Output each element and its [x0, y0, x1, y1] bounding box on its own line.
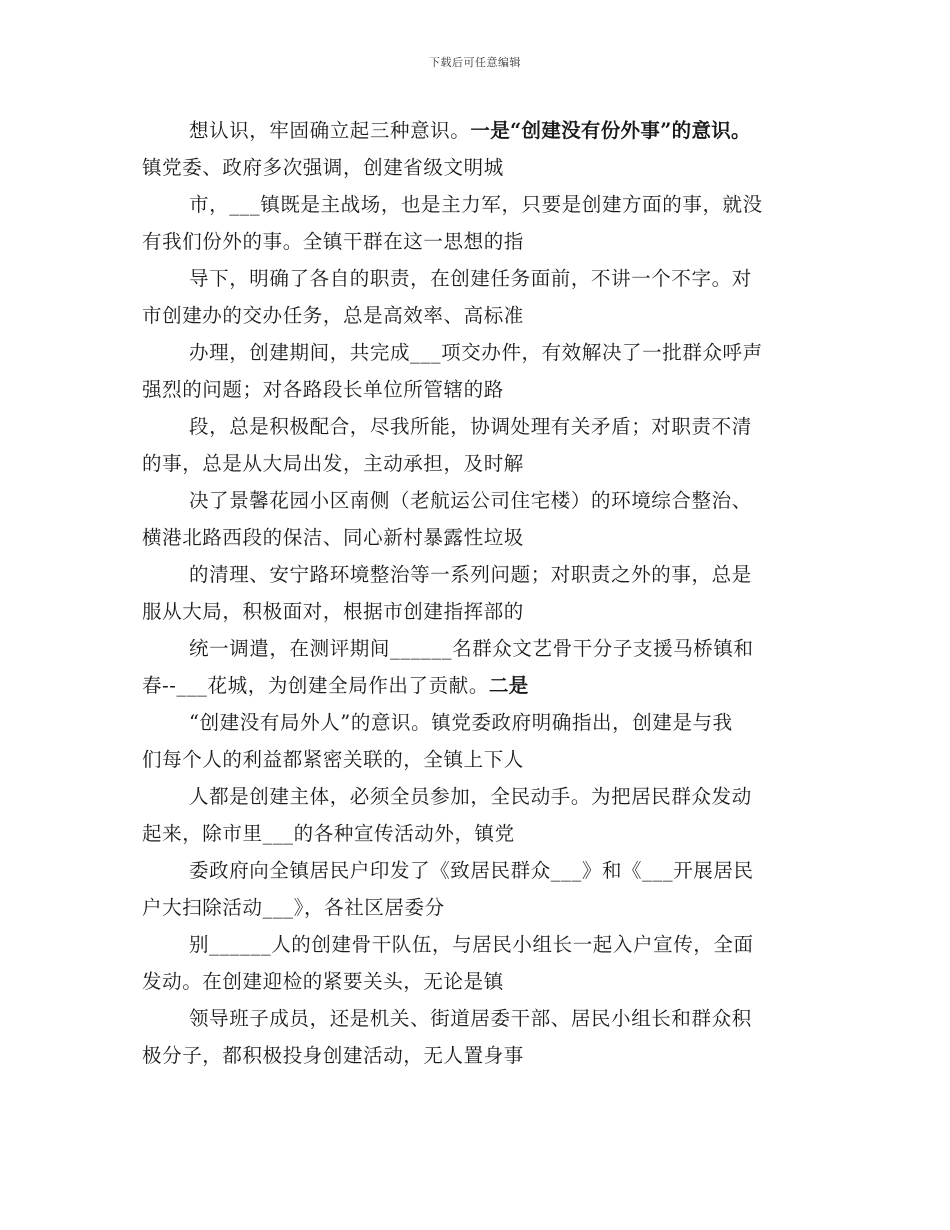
- body-line: [142, 445, 822, 482]
- line-text: 段，总是积极配合，尽我所能，协调处理有关矛盾；对职责不清: [189, 415, 752, 438]
- line-text: 们每个人的利益都紧密关联的，全镇上下人: [142, 748, 524, 771]
- line-text: 市，___镇既是主战场，也是主力军，只要是创建方面的事，就没: [189, 193, 763, 216]
- line-text: 强烈的问题；对各路段长单位所管辖的路: [142, 378, 504, 401]
- line-text: 导下，明确了各自的职责，在创建任务面前，不讲一个不字。对: [189, 267, 752, 290]
- line-text: 领导班子成员，还是机关、街道居委干部、居民小组长和群众积: [189, 1007, 752, 1030]
- body-line: [142, 593, 822, 630]
- line-text: 起来，除市里___的各种宣传活动外，镇党: [142, 822, 515, 845]
- body-line: [142, 667, 822, 704]
- line-text: 户大扫除活动___》，各社区居委分: [142, 896, 445, 919]
- body-line: [142, 704, 822, 741]
- line-text: 极分子，都积极投身创建活动，无人置身事: [142, 1044, 524, 1067]
- document-body: [142, 112, 822, 1074]
- body-line: [142, 334, 822, 371]
- body-line: [142, 741, 822, 778]
- line-text: 想认识，牢固确立起三种意识。: [189, 119, 471, 142]
- line-text: 人都是创建主体，必须全员参加，全民动手。为把居民群众发动: [189, 785, 752, 808]
- body-line: [142, 1000, 822, 1037]
- body-line: [142, 556, 822, 593]
- line-bold-text: 一是“创建没有份外事”的意识。: [470, 119, 751, 142]
- line-text: 横港北路西段的保洁、同心新村暴露性垃圾: [142, 526, 524, 549]
- body-line: [142, 408, 822, 445]
- body-line: [142, 149, 822, 186]
- line-text: 春--___花城，为创建全局作出了贡献。: [142, 674, 489, 697]
- line-text: 发动。在创建迎检的紧要关头，无论是镇: [142, 970, 504, 993]
- line-text: 统一调遣，在测评期间______名群众文艺骨干分子支援马桥镇和: [189, 637, 754, 660]
- body-line: [142, 112, 822, 149]
- line-bold-text: 二是: [488, 674, 529, 697]
- body-line: [142, 297, 822, 334]
- line-text: 镇党委、政府多次强调，创建省级文明城: [142, 156, 504, 179]
- body-line: [142, 778, 822, 815]
- body-line: [142, 889, 822, 926]
- body-line: [142, 852, 822, 889]
- line-text: 决了景馨花园小区南侧（老航运公司住宅楼）的环境综合整治、: [189, 489, 752, 512]
- body-line: [142, 260, 822, 297]
- page-header: 下载后可任意编辑: [429, 56, 521, 69]
- line-text: 的清理、安宁路环境整治等一系列问题；对职责之外的事，总是: [189, 563, 752, 586]
- line-text: 别______人的创建骨干队伍，与居民小组长一起入户宣传，全面: [189, 933, 754, 956]
- body-line: [142, 815, 822, 852]
- body-line: [142, 963, 822, 1000]
- body-line: [142, 482, 822, 519]
- line-text: “创建没有局外人”的意识。镇党委政府明确指出，创建是与我: [189, 711, 733, 734]
- body-line: [142, 186, 822, 223]
- line-text: 有我们份外的事。全镇干群在这一思想的指: [142, 230, 524, 253]
- body-line: [142, 371, 822, 408]
- line-text: 服从大局，积极面对，根据市创建指挥部的: [142, 600, 524, 623]
- body-line: [142, 519, 822, 556]
- line-text: 委政府向全镇居民户印发了《致居民群众___》和《___开展居民: [189, 859, 754, 882]
- body-line: [142, 1037, 822, 1074]
- line-text: 办理，创建期间，共完成___项交办件，有效解决了一批群众呼声: [189, 341, 763, 364]
- body-line: [142, 926, 822, 963]
- line-text: 市创建办的交办任务，总是高效率、高标准: [142, 304, 524, 327]
- body-line: [142, 630, 822, 667]
- line-text: 的事，总是从大局出发，主动承担，及时解: [142, 452, 524, 475]
- body-line: [142, 223, 822, 260]
